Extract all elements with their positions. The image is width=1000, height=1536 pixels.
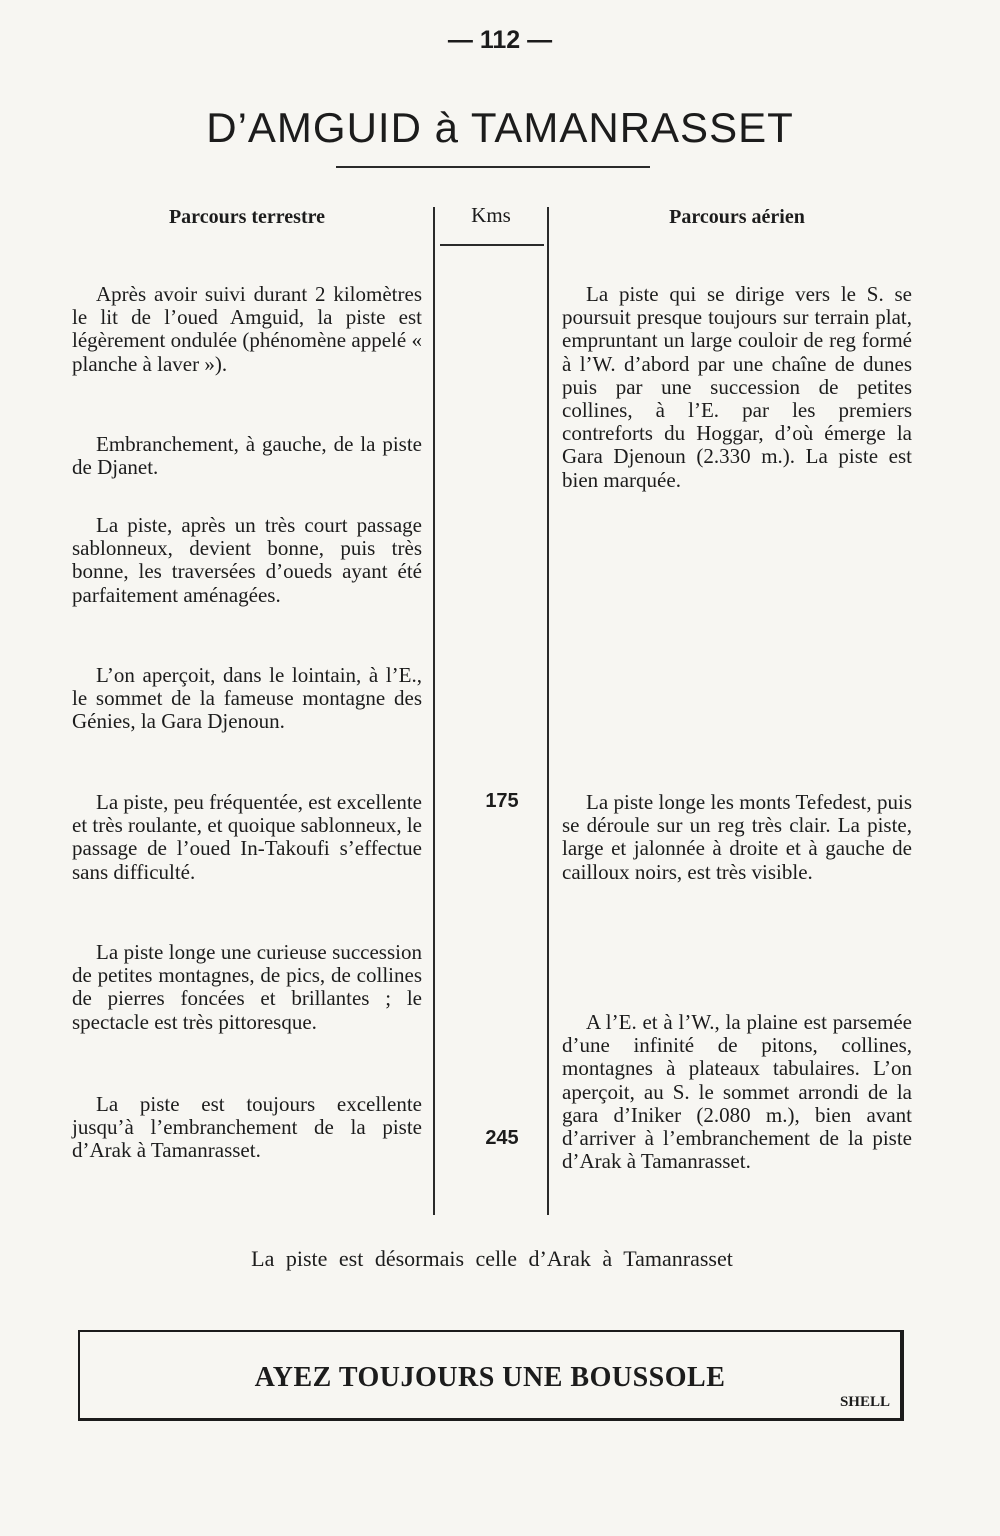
km-marker: 175 [485,790,519,812]
land-route-paragraph: Embranchement, à gauche, de la piste de Djanet. [72,432,422,480]
advertisement-box [78,1330,904,1421]
air-route-paragraph: La piste longe les monts Tefedest, puis se déroule sur un reg très clair. La piste, large et jalonnée à droite et à gauche de cailloux noirs, est très visible. [562,790,912,884]
column-divider-right [547,207,549,1215]
land-route-paragraph: La piste longe une curieuse succession de petites montagnes, de pics, de collines de pierres foncées et brillantes ; le spectacle est très pittoresque. [72,940,422,1034]
km-marker: 245 [485,1127,519,1149]
column-header-kms: Kms [471,203,511,227]
page-title: D’AMGUID à TAMANRASSET [206,104,794,151]
column-divider-left [433,207,435,1215]
land-route-paragraph: La piste, peu fréquentée, est excellente et très roulante, et quoique sablonneux, le passage de l’oued In-Takoufi s’effectue sans difficulté. [72,790,422,884]
advertisement-text: AYEZ TOUJOURS UNE BOUSSOLE [254,1362,726,1393]
land-route-paragraph: La piste est toujours excellente jusqu’à l’embranchement de la piste d’Arak à Tamanrasset. [72,1092,422,1163]
advertisement-brand: SHELL [839,1394,890,1410]
column-header-air-route: Parcours aérien [669,206,805,228]
land-route-paragraph: L’on aperçoit, dans le lointain, à l’E., le sommet de la fameuse montagne des Génies, la Gara Djenoun. [72,663,422,734]
column-header-land-route: Parcours terrestre [168,206,326,228]
air-route-paragraph: A l’E. et à l’W., la plaine est parsemée d’une infinité de pitons, collines, montagnes à plateaux tabulaires. L’on aperçoit, au S. le sommet arrondi de la gara d’Iniker (2.080 m.), bien avant d’arriver à l’embranchement de la piste d’Arak à Tamanrasset. [562,1010,912,1174]
route-continuation-note: La piste est désormais celle d’Arak à Tamanrasset [251,1246,733,1271]
page-number: — 112 — [447,26,553,54]
title-divider [336,166,650,168]
air-route-paragraph: La piste qui se dirige vers le S. se poursuit presque toujours sur terrain plat, empruntant un large couloir de reg formé à l’W. d’abord par une chaîne de dunes puis par une succession de petites collines, à l’E. par les premiers contreforts du Hoggar, d’où émerge la Gara Djenoun (2.330 m.). La piste est bien marquée. [562,282,912,492]
kms-header-divider [440,244,544,246]
land-route-paragraph: Après avoir suivi durant 2 kilomètres le lit de l’oued Amguid, la piste est légèrement ondulée (phénomène appelé « planche à laver »). [72,282,422,376]
land-route-paragraph: La piste, après un très court passage sablonneux, devient bonne, puis très bonne, les traversées d’oueds ayant été parfaitement aménagées. [72,513,422,607]
